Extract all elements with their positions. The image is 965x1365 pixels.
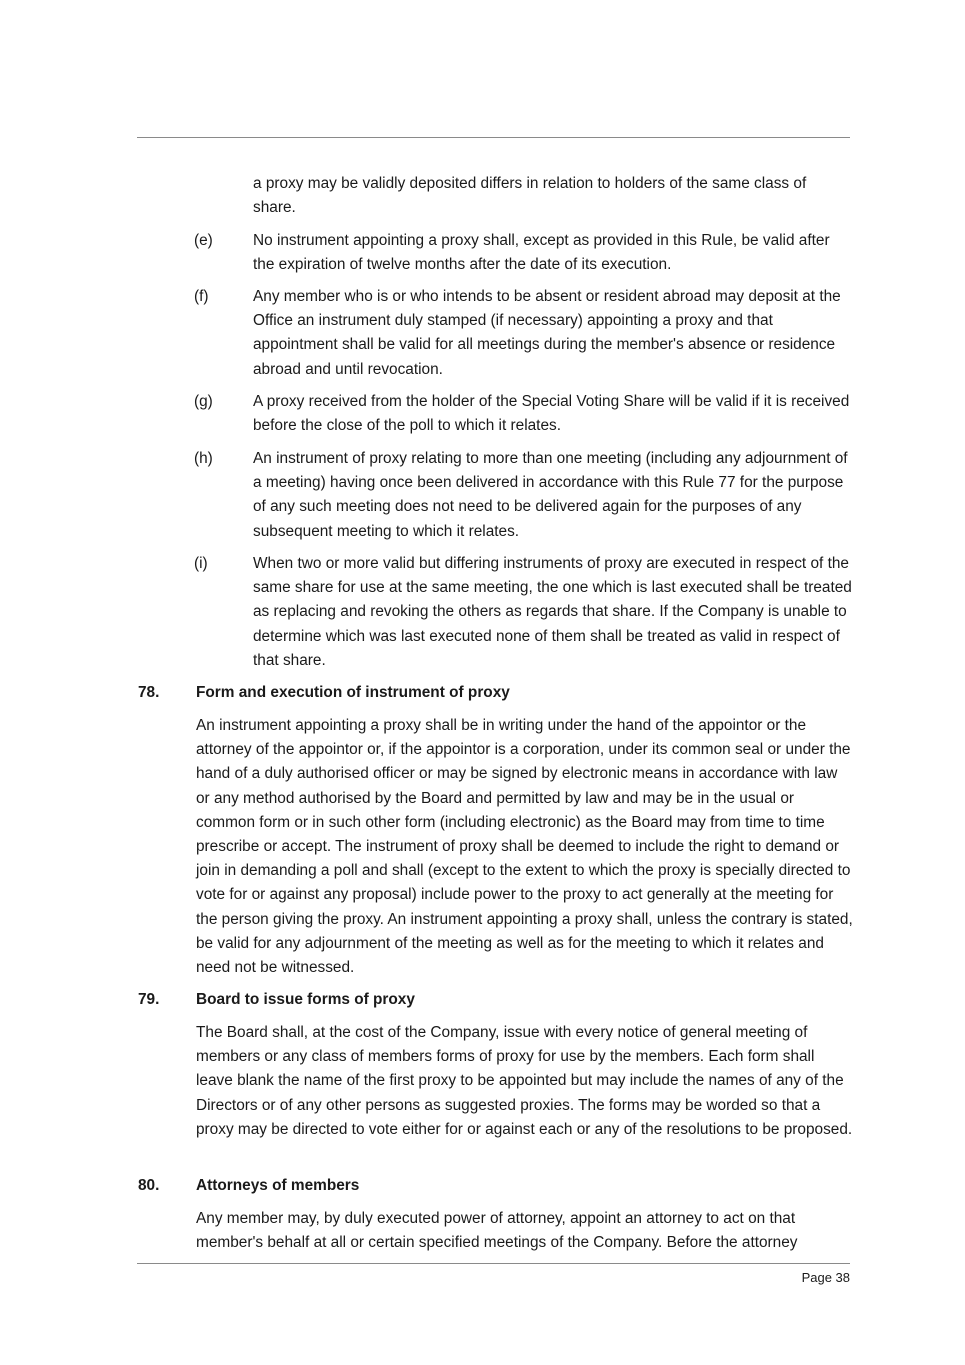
rule-heading-80: Attorneys of members xyxy=(196,1177,360,1194)
footer-rule xyxy=(137,1263,850,1264)
rule-text-80: Any member may, by duly executed power of attorney, appoint an attorney to act on that member's behalf at all or certain specified meetings of the Company. Before the attorney xyxy=(196,1210,798,1252)
rule-number-79: 79. xyxy=(138,991,160,1008)
item-label-g: (g) xyxy=(194,393,213,410)
item-label-e: (e) xyxy=(194,232,213,249)
header-rule xyxy=(137,137,850,138)
item-text-h: An instrument of proxy relating to more than one meeting (including any adjournment of a meeting) having once been delivered in accordance with this Rule 77 for the purpose of any such meeting does not need to be delivered again for the purposes of any subsequent meeting to which it relates. xyxy=(253,450,848,540)
item-label-f: (f) xyxy=(194,288,209,305)
rule-heading-78: Form and execution of instrument of proxy xyxy=(196,684,510,701)
rule-text-78: An instrument appointing a proxy shall be in writing under the hand of the appointor or the attorney of the appointor or, if the appointor is a corporation, under its common seal or under the hand of a duly authorised officer or may be signed by electronic means in accordance with law or any method authorised by the Board and permitted by law and may be in the usual or common form or in such other form (including electronic) as the Board may from time to time prescribe or accept. The instrument of proxy shall be deemed to include the right to demand or join in demanding a poll and shall (except to the extent to which the proxy is specially directed to vote for or against any proposal) include power to the proxy to act generally at the meeting for the person giving the proxy. An instrument appointing a proxy shall, unless the contrary is stated, be valid for any adjournment of the meeting as well as for the meeting to which it relates and need not be witnessed. xyxy=(196,717,853,977)
item-text-i: When two or more valid but differing instruments of proxy are executed in respect of the same share for use at the same meeting, the one which is last executed shall be treated as replacing and revoking the others as regards that share. If the Company is unable to determine which was last executed none of them shall be treated as valid in respect of that share. xyxy=(253,555,852,669)
rule-number-80: 80. xyxy=(138,1177,160,1194)
item-text-f: Any member who is or who intends to be absent or resident abroad may deposit at the Office an instrument duly stamped (if necessary) appointing a proxy and that appointment shall be valid for all meetings during the member's absence or residence abroad and until revocation. xyxy=(253,288,841,378)
item-label-i: (i) xyxy=(194,555,208,572)
rule-number-78: 78. xyxy=(138,684,160,701)
rule-text-79: The Board shall, at the cost of the Company, issue with every notice of general meeting of members or any class of members forms of proxy for use by the members. Each form shall leave blank the name of the first proxy to be appointed but may include the names of any of the Directors or of any other persons as suggested proxies. The forms may be worded so that a proxy may be directed to vote either for or against each or any of the resolutions to be proposed. xyxy=(196,1024,853,1138)
rule-heading-79: Board to issue forms of proxy xyxy=(196,991,415,1008)
continuation-paragraph: a proxy may be validly deposited differs in relation to holders of the same class of share. xyxy=(253,175,807,217)
item-text-g: A proxy received from the holder of the Special Voting Share will be valid if it is received before the close of the poll to which it relates. xyxy=(253,393,850,435)
item-label-h: (h) xyxy=(194,450,213,467)
item-text-e: No instrument appointing a proxy shall, except as provided in this Rule, be valid after the expiration of twelve months after the date of its execution. xyxy=(253,232,830,274)
page-number: Page 38 xyxy=(801,1270,850,1285)
